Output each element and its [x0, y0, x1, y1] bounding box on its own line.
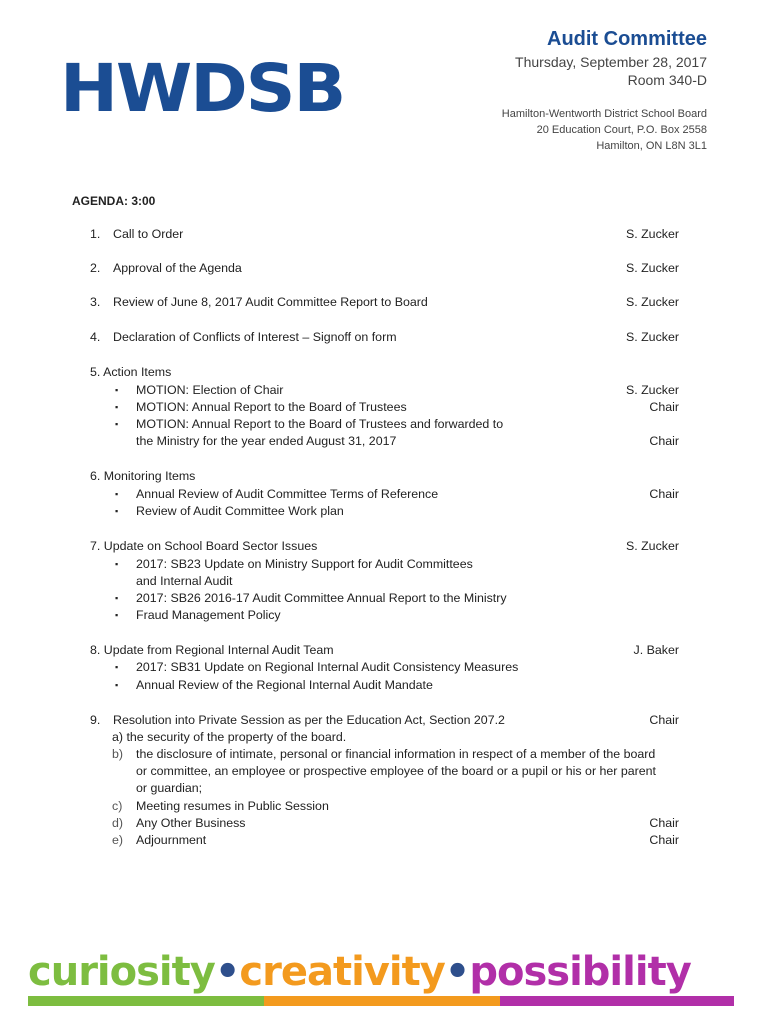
bullet-icon: ▪	[115, 593, 119, 603]
org-name: Hamilton-Wentworth District School Board	[501, 108, 707, 120]
sub-item-letter: d)	[112, 816, 124, 830]
bullet-icon: ▪	[115, 506, 119, 516]
agenda-item-presenter: S. Zucker	[625, 295, 679, 309]
org-city: Hamilton, ON L8N 3L1	[596, 140, 707, 152]
sub-item-text: Adjournment	[136, 833, 207, 847]
item-number: 4.	[90, 330, 101, 344]
agenda-item-text: Review of June 8, 2017 Audit Committee Report to Board	[113, 295, 428, 309]
agenda-item-text: 7. Update on School Board Sector Issues	[90, 539, 318, 553]
agenda-item-text: 8. Update from Regional Internal Audit Team	[90, 643, 334, 657]
agenda-item-text: 6. Monitoring Items	[90, 469, 196, 483]
agenda-item-text: Declaration of Conflicts of Interest – Signoff on form	[113, 330, 397, 344]
sub-item-text-cont: or committee, an employee or prospective employee of the board or a pupil or his or her parent	[136, 764, 656, 778]
meeting-date: Thursday, September 28, 2017	[515, 54, 707, 70]
footer-tagline	[28, 950, 734, 994]
sub-item-text: a) the security of the property of the board.	[112, 730, 347, 744]
sub-item-text: MOTION: Annual Report to the Board of Trustees	[136, 400, 407, 414]
hwdsb-logo: HWDSB	[60, 50, 345, 127]
sub-item-text: 2017: SB31 Update on Regional Internal Audit Consistency Measures	[136, 660, 519, 674]
item-number: 9.	[90, 713, 101, 727]
sub-item-letter: c)	[112, 799, 123, 813]
agenda-item-text: 5. Action Items	[90, 365, 172, 379]
bullet-icon: ▪	[115, 385, 119, 395]
bullet-icon: ▪	[115, 559, 119, 569]
bullet-icon: ▪	[115, 610, 119, 620]
sub-item-text: Meeting resumes in Public Session	[136, 799, 329, 813]
bullet-icon: ▪	[115, 489, 119, 499]
sub-item-text: MOTION: Annual Report to the Board of Trustees and forwarded to	[136, 417, 504, 431]
agenda-item-presenter: S. Zucker	[625, 539, 679, 553]
sub-item-presenter: Chair	[649, 400, 679, 414]
sub-item-letter: e)	[112, 833, 124, 847]
footer-bar-orange	[264, 996, 500, 1006]
sub-item-text: Any Other Business	[136, 816, 246, 830]
sub-item-text: Annual Review of Audit Committee Terms of Reference	[136, 487, 439, 501]
footer-bar-purple	[500, 996, 734, 1006]
item-number: 3.	[90, 295, 101, 309]
agenda-item-presenter: S. Zucker	[625, 330, 679, 344]
meeting-room: Room 340-D	[627, 72, 707, 88]
tagline-creativity: creativity	[239, 949, 445, 995]
item-number: 2.	[90, 261, 101, 275]
sub-item-presenter: Chair	[649, 816, 679, 830]
sub-item-text: Annual Review of the Regional Internal Audit Mandate	[136, 678, 433, 692]
sub-item-text: the disclosure of intimate, personal or financial information in respect of a member of the board	[136, 747, 656, 761]
bullet-icon: ▪	[115, 402, 119, 412]
sub-item-text: 2017: SB23 Update on Ministry Support for Audit Committees	[136, 557, 473, 571]
agenda-item-text: Call to Order	[113, 227, 184, 241]
agenda-heading: AGENDA: 3:00	[72, 194, 156, 208]
org-address: 20 Education Court, P.O. Box 2558	[536, 124, 707, 136]
sub-item-text: MOTION: Election of Chair	[136, 383, 284, 397]
agenda-item-presenter: S. Zucker	[625, 227, 679, 241]
bullet-icon: ▪	[115, 662, 119, 672]
sub-item-letter: b)	[112, 747, 124, 761]
sub-item-text-cont: and Internal Audit	[136, 574, 233, 588]
agenda-item-presenter: S. Zucker	[625, 261, 679, 275]
sub-item-text: Review of Audit Committee Work plan	[136, 504, 344, 518]
bullet-icon: ▪	[115, 680, 119, 690]
sub-item-presenter: Chair	[649, 434, 679, 448]
sub-item-presenter: Chair	[649, 487, 679, 501]
tagline-possibility: possibility	[469, 949, 691, 995]
footer-bar-green	[28, 996, 264, 1006]
agenda-item-text: Approval of the Agenda	[113, 261, 242, 275]
item-number: 1.	[90, 227, 101, 241]
sub-item-text: Fraud Management Policy	[136, 608, 281, 622]
tagline-dot: •	[444, 949, 470, 995]
bullet-icon: ▪	[115, 419, 119, 429]
sub-item-presenter: Chair	[649, 833, 679, 847]
sub-item-text-cont: or guardian;	[136, 781, 203, 795]
sub-item-text-cont: the Ministry for the year ended August 31, 2017	[136, 434, 397, 448]
sub-item-text: 2017: SB26 2016-17 Audit Committee Annual Report to the Ministry	[136, 591, 507, 605]
committee-title: Audit Committee	[547, 28, 707, 50]
tagline-dot: •	[214, 949, 240, 995]
sub-item-presenter: S. Zucker	[625, 383, 679, 397]
agenda-item-presenter: J. Baker	[633, 643, 679, 657]
agenda-item-presenter: Chair	[649, 713, 679, 727]
tagline-curiosity: curiosity	[28, 949, 215, 995]
agenda-item-text: Resolution into Private Session as per the Education Act, Section 207.2	[113, 713, 505, 727]
